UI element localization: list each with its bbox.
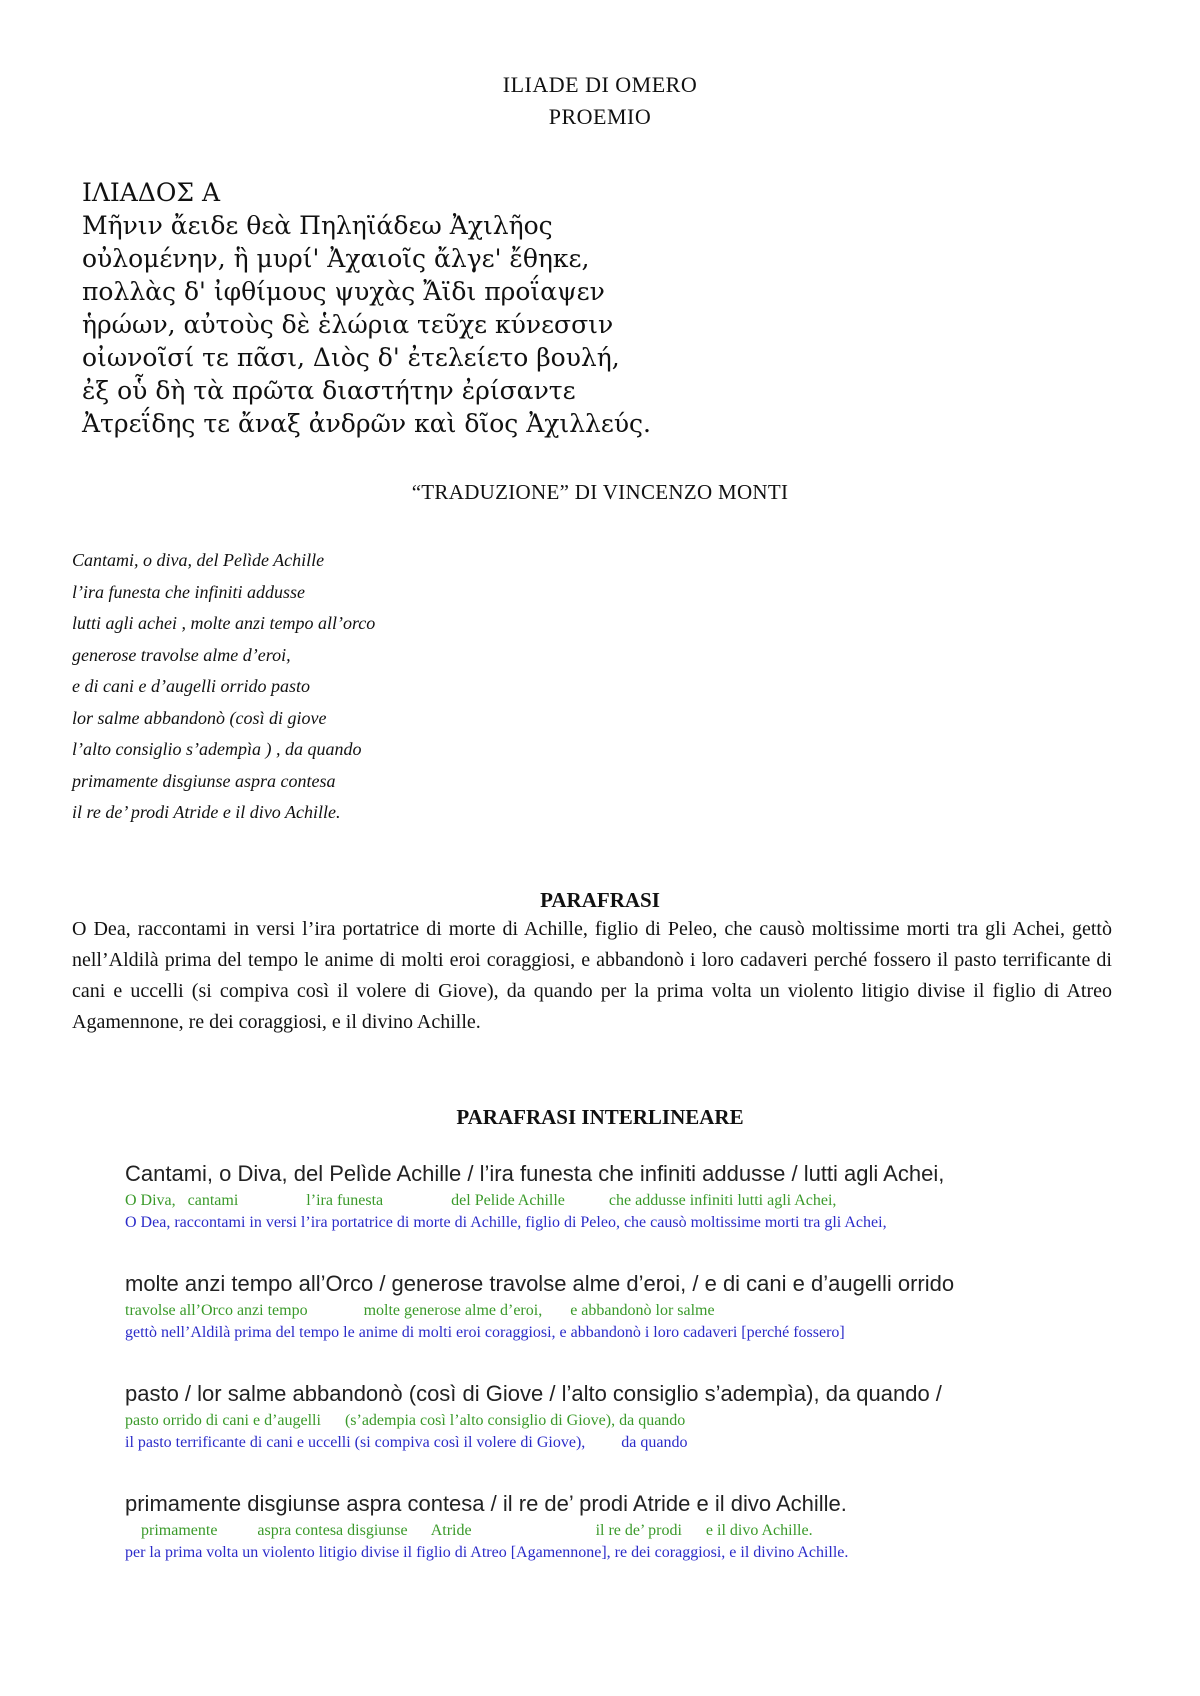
greek-line: ἐξ οὗ δὴ τὰ πρῶτα διαστήτην ἐρίσαντε bbox=[82, 376, 576, 405]
translation-line: lutti agli achei , molte anzi tempo all’orco bbox=[72, 613, 376, 633]
interlinear-blue-gloss: O Dea, raccontami in versi l’ira portatrice di morte di Achille, figlio di Peleo, che causò moltissime morti tra gli Achei, bbox=[125, 1214, 887, 1231]
greek-line: οὐλομένην, ἣ μυρί' Ἀχαιοῖς ἄλγε' ἔθηκε, bbox=[82, 244, 590, 273]
interlinear-blue-gloss: gettò nell’Aldilà prima del tempo le anime di molti eroi coraggiosi, e abbandonò i loro cadaveri [perché fossero] bbox=[125, 1324, 845, 1341]
greek-text bbox=[82, 176, 651, 440]
interlinear-verse: Cantami, o Diva, del Pelìde Achille / l’ira funesta che infiniti addusse / lutti agli Achei, bbox=[125, 1161, 945, 1186]
translation-line: primamente disgiunse aspra contesa bbox=[72, 770, 336, 791]
interlinear-section bbox=[125, 1158, 954, 1598]
parafrasi-heading: PARAFRASI bbox=[540, 888, 660, 912]
translation-line: Cantami, o diva, del Pelìde Achille bbox=[72, 550, 325, 570]
greek-line: πολλὰς δ' ἰφθίμους ψυχὰς Ἄϊδι προΐαψεν bbox=[82, 277, 605, 306]
interlinear-blue-gloss: il pasto terrificante di cani e uccelli (si compiva così il volere di Giove), da quando bbox=[125, 1434, 688, 1451]
greek-line: Ἀτρεΐδης τε ἄναξ ἀνδρῶν καὶ δῖος Ἀχιλλεύς. bbox=[82, 409, 651, 438]
interlinear-verse: primamente disgiunse aspra contesa / il re de’ prodi Atride e il divo Achille. bbox=[125, 1491, 847, 1516]
translation-line: e di cani e d’augelli orrido pasto bbox=[72, 676, 310, 696]
monti-translation bbox=[72, 545, 375, 829]
translation-line: lor salme abbandonò (così di giove bbox=[72, 707, 327, 728]
translation-line: l’alto consiglio s’adempìa ) , da quando bbox=[72, 739, 362, 759]
translation-line: il re de’ prodi Atride e il divo Achille. bbox=[72, 802, 341, 822]
interlinear-block bbox=[125, 1488, 954, 1598]
interlinear-green-gloss: primamente aspra contesa disgiunse Atride il re de’ prodi e il divo Achille. bbox=[125, 1522, 813, 1539]
interlineare-heading: PARAFRASI INTERLINEARE bbox=[456, 1105, 744, 1129]
document-subtitle: PROEMIO bbox=[548, 104, 652, 129]
translation-line: generose travolse alme d’eroi, bbox=[72, 644, 291, 665]
document-title: ILIADE DI OMERO bbox=[502, 72, 698, 97]
interlinear-block bbox=[125, 1268, 954, 1378]
greek-line: Μῆνιν ἄειδε θεὰ Πηληϊάδεω Ἀχιλῆος bbox=[82, 211, 553, 240]
interlinear-green-gloss: pasto orrido di cani e d’augelli (s’adempia così l’alto consiglio di Giove), da quando bbox=[125, 1412, 686, 1429]
interlinear-verse: molte anzi tempo all’Orco / generose travolse alme d’eroi, / e di cani e d’augelli orrido bbox=[125, 1271, 955, 1296]
interlinear-green-gloss: O Diva, cantami l’ira funesta del Pelide Achille che addusse infiniti lutti agli Achei, bbox=[125, 1192, 837, 1209]
interlinear-block bbox=[125, 1378, 954, 1488]
greek-line: οἰωνοῖσί τε πᾶσι, Διὸς δ' ἐτελείετο βουλή, bbox=[82, 343, 620, 372]
interlinear-verse: pasto / lor salme abbandonò (così di Giove / l’alto consiglio s’adempìa), da quando / bbox=[125, 1381, 942, 1406]
interlinear-blue-gloss: per la prima volta un violento litigio divise il figlio di Atreo [Agamennone], re dei coraggiosi, e il divino Achille. bbox=[125, 1544, 849, 1561]
interlinear-green-gloss: travolse all’Orco anzi tempo molte generose alme d’eroi, e abbandonò lor salme bbox=[125, 1302, 715, 1319]
translation-line: l’ira funesta che infiniti addusse bbox=[72, 581, 305, 602]
parafrasi-paragraph: O Dea, raccontami in versi l’ira portatrice di morte di Achille, figlio di Peleo, che causò moltissime morti tra gli Achei, gettò nell’Aldilà prima del tempo le anime di molti eroi coraggiosi, e abbandonò i loro cadaveri perché fossero il pasto terrificante di cani e uccelli (si compiva così il volere di Giove), da quando per la prima volta un violento litigio divise il figlio di Atreo Agamennone, re dei coraggiosi, e il divino Achille. bbox=[72, 918, 1112, 1033]
traduzione-heading: “TRADUZIONE” DI VINCENZO MONTI bbox=[411, 480, 789, 504]
greek-line: ΙΛΙΑΔΟΣ Α bbox=[82, 178, 221, 207]
interlinear-block bbox=[125, 1158, 954, 1268]
greek-line: ἡρώων, αὐτοὺς δὲ ἑλώρια τεῦχε κύνεσσιν bbox=[82, 310, 614, 339]
